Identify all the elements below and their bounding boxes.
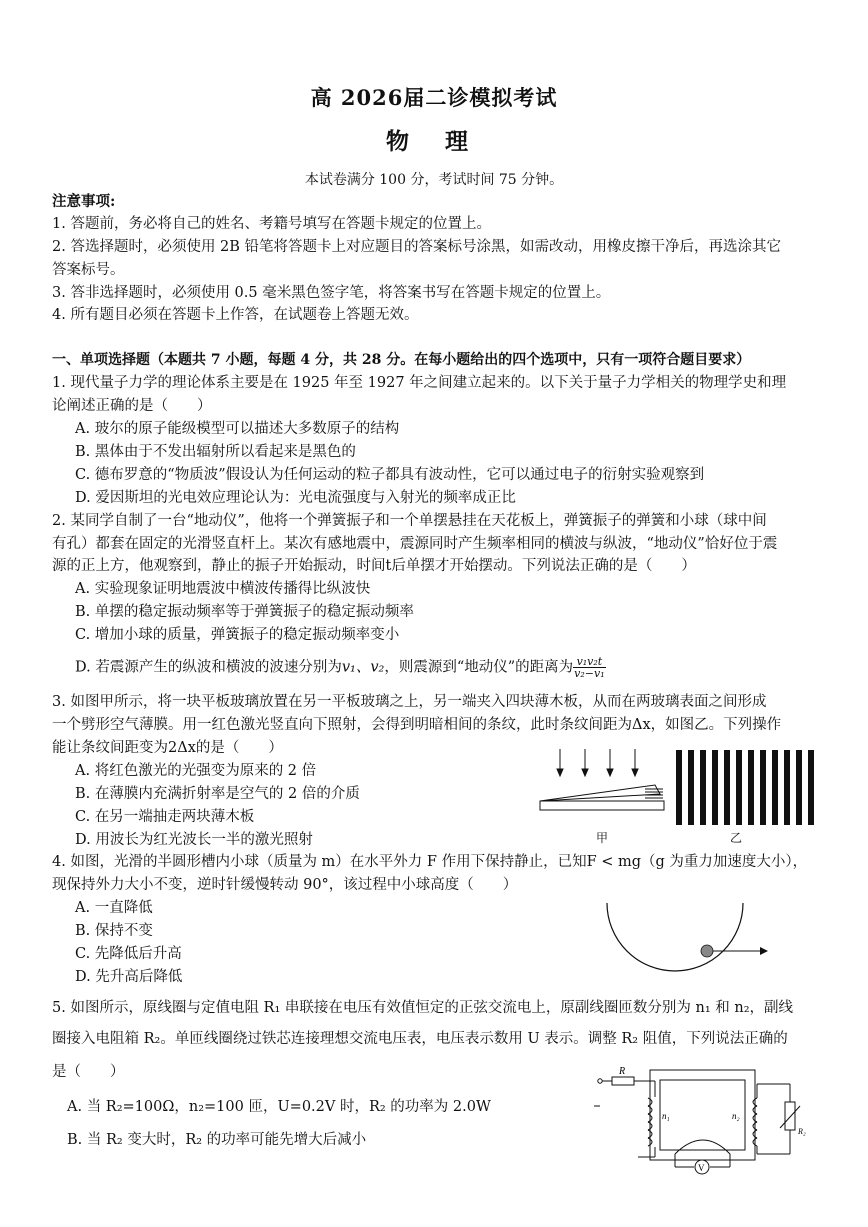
transformer-circuit-figure: [590, 1062, 815, 1182]
exam-title: 高 2026届二诊模拟考试: [310, 85, 558, 110]
n2-label: n₂: [732, 1111, 740, 1121]
subject-title: 物 理: [385, 128, 482, 155]
fraction-denominator: v₂−v₁: [574, 667, 605, 680]
q3-option-d: D. 用波长为红光波长一半的激光照射: [75, 832, 313, 848]
q1-option-c: C. 德布罗意的“物质波”假设认为任何运动的粒子都具有波动性，它可以通过电子的衍射实验观察到: [75, 467, 705, 483]
note-item: 4. 所有题目必须在答题卡上作答，在试题卷上答题无效。: [52, 307, 419, 323]
q1-stem: 1. 现代量子力学的理论体系主要是在 1925 年至 1927 年之间建立起来的。以下关于量子力学相关的物理学史和理: [52, 375, 787, 391]
notes-heading: 注意事项:: [52, 193, 116, 210]
q2-stem: 有孔）都套在固定的光滑竖直杆上。某次有感地震中，震源同时产生频率相同的横波与纵波，“地动仪”恰好位于震: [52, 536, 778, 552]
q3-stem: 能让条纹间距变为2Δx的是（ ）: [52, 740, 283, 756]
semicircle-groove-figure: [600, 898, 775, 993]
q2-option-d-text: D. 若震源产生的纵波和横波的波速分别为: [75, 659, 342, 676]
q1-option-a: A. 玻尔的原子能级模型可以描述大多数原子的结构: [75, 421, 400, 437]
figure-caption-a: 甲: [596, 831, 609, 845]
q1-stem: 论阐述正确的是（ ）: [52, 398, 212, 414]
q2-option-d-vars: v₁、v₂: [341, 659, 385, 676]
wedge-film-figure: [535, 745, 670, 825]
q2-option-a: A. 实验现象证明地震波中横波传播得比纵波快: [75, 581, 371, 597]
q2-option-c: C. 增加小球的质量，弹簧振子的稳定振动频率变小: [75, 627, 400, 643]
q5-option-a: A. 当 R₂=100Ω，n₂=100 匝，U=0.2V 时，R₂ 的功率为 2.0W: [67, 1099, 491, 1115]
resistor-label: R: [619, 1066, 626, 1077]
q2-option-d: [75, 656, 606, 679]
q3-option-b: B. 在薄膜内充满折射率是空气的 2 倍的介质: [75, 786, 360, 802]
q2-stem: 源的正上方，他观察到，静止的振子开始振动，时间t后单摆才开始摆动。下列说法正确的是（ ）: [52, 558, 696, 574]
voltmeter-label: V: [698, 1163, 705, 1173]
q4-stem: 4. 如图，光滑的半圆形槽内小球（质量为 m）在水平外力 F 作用下保持静止，已知F < mg（g 为重力加速度大小），: [52, 854, 808, 870]
note-item: 2. 答选择题时，必须使用 2B 铅笔将答题卡上对应题目的答案标号涂黑，如需改动，用橡皮擦干净后，再选涂其它: [52, 239, 782, 255]
q5-option-b: B. 当 R₂ 变大时，R₂ 的功率可能先增大后减小: [67, 1132, 367, 1148]
q2-option-d-text2: ，则震源到“地动仪”的距离为: [384, 659, 574, 676]
q3-stem: 3. 如图甲所示，将一块平板玻璃放置在另一平板玻璃之上，另一端夹入四块薄木板，从而在两玻璃表面之间形成: [52, 694, 767, 710]
q3-option-a: A. 将红色激光的光强变为原来的 2 倍: [75, 763, 317, 779]
note-item: 3. 答非选择题时，必须使用 0.5 毫米黑色签字笔，将答案书写在答题卡规定的位置上。: [52, 285, 611, 301]
q4-option-b: B. 保持不变: [75, 923, 153, 939]
fringe-pattern-figure: [674, 750, 814, 825]
q4-option-a: A. 一直降低: [75, 900, 153, 916]
q5-stem: 5. 如图所示，原线圈与定值电阻 R₁ 串联接在电压有效值恒定的正弦交流电上，原副线圈匝数分别为 n₁ 和 n₂，副线: [52, 1000, 794, 1016]
figure-caption-b: 乙: [730, 831, 743, 845]
distance-fraction: [573, 656, 605, 679]
n1-label: n₁: [662, 1111, 670, 1121]
q2-stem: 2. 某同学自制了一台“地动仪”，他将一个弹簧振子和一个单摆悬挂在天花板上，弹簧振子的弹簧和小球（球中间: [52, 513, 767, 529]
r2-label: R₂: [798, 1127, 806, 1136]
section-heading: 一、单项选择题（本题共 7 小题，每题 4 分，共 28 分。在每小题给出的四个选项中，只有一项符合题目要求）: [52, 352, 751, 368]
q4-stem: 现保持外力大小不变，逆时针缓慢转动 90°，该过程中小球高度（ ）: [52, 877, 518, 893]
q1-option-d: D. 爱因斯坦的光电效应理论认为：光电流强度与入射光的频率成正比: [75, 490, 516, 506]
q1-option-b: B. 黑体由于不发出辐射所以看起来是黑色的: [75, 444, 356, 460]
q3-option-c: C. 在另一端抽走两块薄木板: [75, 809, 255, 825]
q5-stem: 是（ ）: [52, 1064, 125, 1080]
note-item: 答案标号。: [52, 262, 125, 278]
q2-option-b: B. 单摆的稳定振动频率等于弹簧振子的稳定振动频率: [75, 604, 414, 620]
q5-stem: 圈接入电阻箱 R₂。单匝线圈绕过铁芯连接理想交流电压表，电压表示数用 U 表示。调整 R₂ 阻值，下列说法正确的: [52, 1031, 788, 1047]
exam-info: 本试卷满分 100 分，考试时间 75 分钟。: [304, 172, 564, 188]
q3-stem: 一个劈形空气薄膜。用一红色激光竖直向下照射，会得到明暗相间的条纹，此时条纹间距为Δx，如图乙。下列操作: [52, 717, 782, 733]
q4-option-c: C. 先降低后升高: [75, 946, 182, 962]
fraction-numerator: v₁v₂t: [573, 656, 605, 668]
note-item: 1. 答题前，务必将自己的姓名、考籍号填写在答题卡规定的位置上。: [52, 216, 491, 232]
q4-option-d: D. 先升高后降低: [75, 969, 183, 985]
